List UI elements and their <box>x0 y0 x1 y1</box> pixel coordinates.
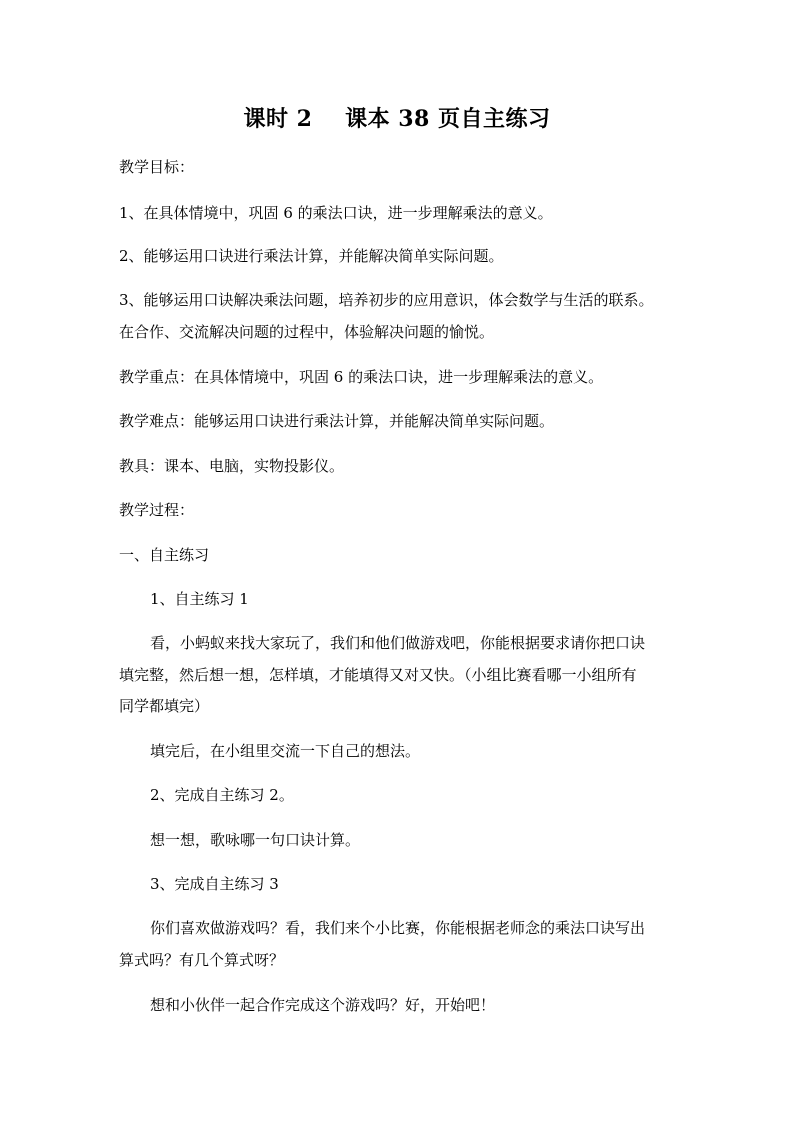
section-label-process: 教学过程： <box>119 501 195 519</box>
paragraph-start-game: 想和小伙伴一起合作完成这个游戏吗？好，开始吧！ <box>150 996 496 1014</box>
paragraph-practice-1-line-3: 同学都填完） <box>119 697 210 715</box>
paragraph-after-filling: 填完后，在小组里交流一下自己的想法。 <box>150 742 421 760</box>
paragraph-practice-2: 想一想，歌咏哪一句口诀计算。 <box>150 831 361 849</box>
subheading-practice-3: 3、完成自主练习 3 <box>150 875 279 893</box>
teaching-aids: 教具：课本、电脑，实物投影仪。 <box>119 457 345 475</box>
document-title: 课时 2 课本 38 页自主练习 <box>243 106 551 132</box>
heading-self-practice: 一、自主练习 <box>119 546 210 564</box>
teaching-difficulty: 教学难点：能够运用口诀进行乘法计算，并能解决简单实际问题。 <box>119 412 555 430</box>
paragraph-practice-3-line-2: 算式吗？有几个算式呀？ <box>119 951 285 969</box>
objective-3-continued: 在合作、交流解决问题的过程中，体验解决问题的愉悦。 <box>119 323 495 341</box>
paragraph-practice-3: 你们喜欢做游戏吗？看，我们来个小比赛，你能根据老师念的乘法口诀写出 <box>150 919 646 937</box>
objective-2: 2、能够运用口诀进行乘法计算，并能解决简单实际问题。 <box>119 247 504 265</box>
teaching-key-point: 教学重点：在具体情境中，巩固 6 的乘法口诀，进一步理解乘法的意义。 <box>119 368 604 386</box>
objective-1: 1、在具体情境中，巩固 6 的乘法口诀，进一步理解乘法的意义。 <box>119 204 553 222</box>
section-label-objectives: 教学目标： <box>119 158 195 176</box>
objective-3: 3、能够运用口诀解决乘法问题，培养初步的应用意识，体会数学与生活的联系。 <box>119 291 654 309</box>
subheading-practice-2: 2、完成自主练习 2。 <box>150 786 294 804</box>
subheading-practice-1: 1、自主练习 1 <box>150 590 249 608</box>
paragraph-practice-1-line-2: 填完整，然后想一想，怎样填，才能填得又对又快。（小组比赛看哪一小组所有 <box>119 666 637 684</box>
paragraph-practice-1: 看，小蚂蚁来找大家玩了，我们和他们做游戏吧，你能根据要求请你把口诀 <box>150 634 646 652</box>
